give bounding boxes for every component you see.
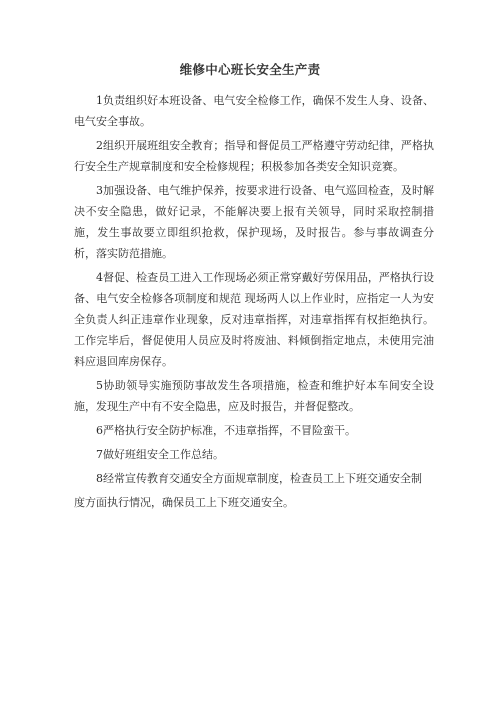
- responsibility-item-2: 2组织开展班组安全教育；指导和督促员工严格遵守劳动纪律，严格执行安全生产规章制度和安全检修规程；积极参加各类安全知识竞赛。: [74, 139, 434, 173]
- responsibility-item-8-continuation: 度方面执行情况，确保员工上下班交通安全。: [74, 496, 294, 509]
- responsibility-item-5: 5协助领导实施预防事故发生各项措施，检查和维护好本车间安全设施，发现生产中有不安全隐患，应及时报告，并督促整改。: [74, 379, 434, 413]
- responsibility-item-4: 4督促、检查员工进入工作现场必须正常穿戴好劳保用品，严格执行设备、电气安全检修各项制度和规范 现场两人以上作业时，应指定一人为安全负责人纠正违章作业现象，反对违章指挥，对违章指挥有权拒绝执行。工作完毕后，督促使用人员应及时将废油、料倾倒指定地点，未使用完油料应退回库房保存。: [74, 271, 434, 368]
- responsibility-item-7: 7做好班组安全工作总结。: [96, 448, 224, 461]
- responsibility-item-8: 8经常宣传教育交通安全方面规章制度，检查员工上下班交通安全制: [96, 472, 422, 485]
- responsibility-item-1: 1负责组织好本班设备、电气安全检修工作，确保不发生人身、设备、电气安全事故。: [74, 94, 434, 128]
- responsibility-item-6: 6严格执行安全防护标准，不违章指挥，不冒险蛮干。: [96, 424, 356, 437]
- document-title: 维修中心班长安全生产责: [179, 62, 321, 77]
- responsibility-item-3: 3加强设备、电气维护保养，按要求进行设备、电气巡回检查，及时解决不安全隐患，做好记录，不能解决要上报有关领导，同时采取控制措施，发生事故要立即组织抢救，保护现场，及时报告。参与事故调查分析，落实防范措施。: [74, 184, 434, 260]
- document-body: [74, 90, 434, 513]
